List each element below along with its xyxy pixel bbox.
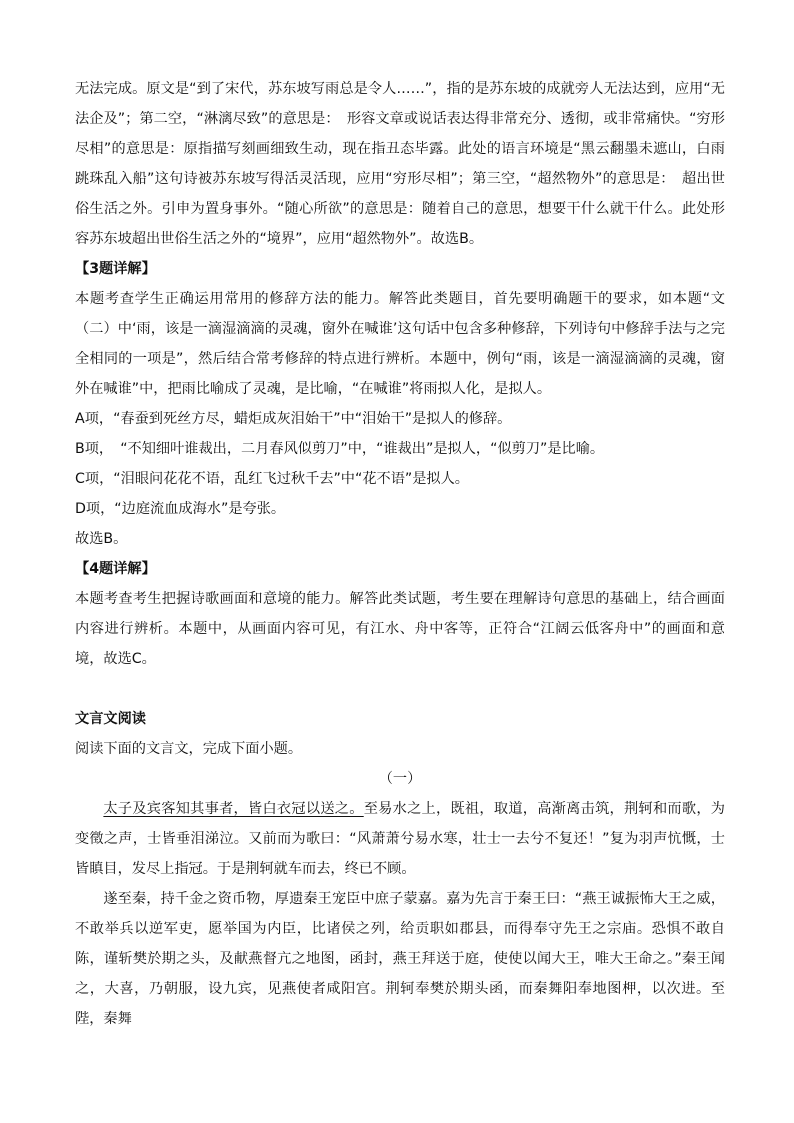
q3-answer: 故选B。 xyxy=(75,531,128,547)
passage-paragraph-1 xyxy=(75,794,725,884)
q3-option-d: D项，“边庭流血成海水”是夸张。 xyxy=(75,501,286,517)
passage-part-label: （一） xyxy=(378,771,422,787)
q4-paragraph: 本题考查考生把握诗歌画面和意境的能力。解答此类试题，考生要在理解诗句意思的基础上，结合画面内容进行辨析。本题中，从画面内容可见，有江水、舟中客等，正符合“江阔云低客舟中”的画面和意境，故选C。 xyxy=(75,591,725,667)
q3-option-a: A项，“春蚕到死丝方尽，蜡炬成灰泪始干”中“泪始干”是拟人的修辞。 xyxy=(75,411,512,427)
q4-heading: 【4题详解】 xyxy=(75,561,156,577)
classical-section-title: 文言文阅读 xyxy=(75,711,146,727)
q3-heading: 【3题详解】 xyxy=(75,261,156,277)
q3-intro-paragraph: 本题考查学生正确运用常用的修辞方法的能力。解答此类题目，首先要明确题干的要求，如本题“文（二）中‘雨，该是一滴湿滴滴的灵魂，窗外在喊谁’这句话中包含多种修辞，下列诗句中修辞手法与之完全相同的一项是”，然后结合常考修辞的特点进行辨析。本题中，例句“雨，该是一滴湿滴滴的灵魂，窗外在喊谁”中，把雨比喻成了灵魂，是比喻，“在喊谁”将雨拟人化，是拟人。 xyxy=(75,291,725,397)
passage-paragraph-1-text: 至易水之上，既祖，取道，高渐离击筑，荆轲和而歌，为变徵之声，士皆垂泪涕泣。又前而为歌曰：“风萧萧兮易水寒，壮士一去兮不复还！”复为羽声忼慨，士皆瞋目，发尽上指冠。于是荆轲就车而去，终已不顾。 xyxy=(75,801,725,877)
explanation-paragraph-q2: 无法完成。原文是“到了宋代，苏东坡写雨总是令人……”，指的是苏东坡的成就旁人无法达到，应用“无法企及”；第二空，“淋漓尽致”的意思是： 形容文章或说话表达得非常充分、透彻，或非常痛快。“穷形尽相”的意思是：原指描写刻画细致生动，现在指丑态毕露。此处的语言环境是“黑云翻墨未遮山，白雨跳珠乱入船”这句诗被苏东坡写得活灵活现，应用“穷形尽相”；第三空，“超然物外”的意思是： 超出世俗生活之外。引申为置身事外。“随心所欲”的意思是：随着自己的意思，想要干什么就干什么。此处形容苏东坡超出世俗生活之外的“境界”，应用“超然物外”。故选B。 xyxy=(75,81,725,247)
q3-option-c: C项，“泪眼问花花不语，乱红飞过秋千去”中“花不语”是拟人。 xyxy=(75,471,469,487)
classical-instruction: 阅读下面的文言文，完成下面小题。 xyxy=(75,741,303,757)
document-page xyxy=(75,74,725,1034)
underlined-sentence: 太子及宾客知其事者，皆白衣冠以送之。 xyxy=(103,801,364,817)
section-spacer xyxy=(75,674,725,704)
passage-paragraph-2: 遂至秦，持千金之资币物，厚遗秦王宠臣中庶子蒙嘉。嘉为先言于秦王曰：“燕王诚振怖大王之威，不敢举兵以逆军吏，愿举国为内臣，比诸侯之列，给贡职如郡县，而得奉守先王之宗庙。恐惧不敢自陈，谨斩樊於期之头，及献燕督亢之地图，函封，燕王拜送于庭，使使以闻大王，唯大王命之。”秦王闻之，大喜，乃朝服，设九宾，见燕使者咸阳宫。荆轲奉樊於期头函，而秦舞阳奉地图柙，以次进。至陛，秦舞 xyxy=(75,891,725,1027)
q3-option-b: B项， “不知细叶谁裁出，二月春风似剪刀”中，“谁裁出”是拟人，“似剪刀”是比喻。 xyxy=(75,441,605,457)
